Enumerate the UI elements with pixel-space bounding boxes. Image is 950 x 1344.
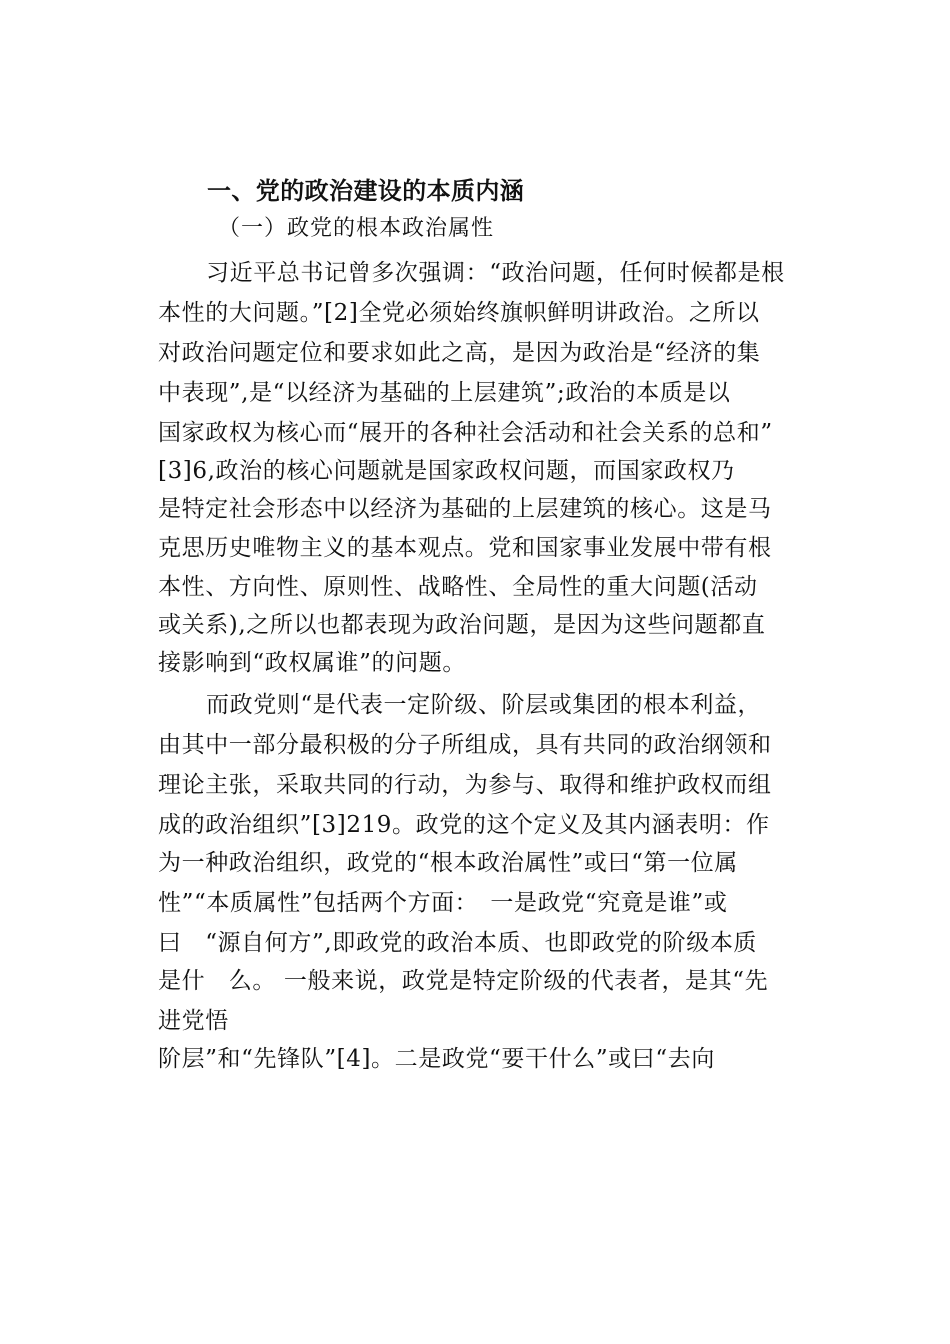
paragraph-line: 克思历史唯物主义的基本观点。党和国家事业发展中带有根 bbox=[158, 535, 772, 561]
paragraph-line: 是特定社会形态中以经济为基础的上层建筑的核心。这是马 bbox=[158, 496, 772, 522]
paragraph-line: 或关系),之所以也都表现为政治问题，是因为这些问题都直 bbox=[158, 612, 766, 638]
subsection-heading: （一）政党的根本政治属性 bbox=[218, 216, 495, 241]
paragraph-line: 理论主张，采取共同的行动，为参与、取得和维护政权而组 bbox=[158, 772, 772, 798]
paragraph-line: 而政党则“是代表一定阶级、阶层或集团的根本利益， bbox=[206, 692, 762, 718]
paragraph-line: 对政治问题定位和要求如此之高，是因为政治是“经济的集 bbox=[158, 340, 761, 366]
paragraph-line: 国家政权为核心而“展开的各种社会活动和社会关系的总和” bbox=[158, 420, 773, 446]
paragraph-line: 性”“本质属性”包括两个方面： 一是政党“究竟是谁”或 bbox=[158, 890, 728, 916]
section-heading: 一、党的政治建设的本质内涵 bbox=[207, 177, 525, 205]
paragraph-line: 接影响到“政权属谁”的问题。 bbox=[158, 650, 466, 676]
paragraph-line: 是什 么。 一般来说，政党是特定阶级的代表者，是其“先 bbox=[158, 968, 769, 994]
paragraph-line: 阶层”和“先锋队”[4]。二是政党“要干什么”或曰“去向 bbox=[158, 1046, 715, 1072]
paragraph-line: 为一种政治组织，政党的“根本政治属性”或曰“第一位属 bbox=[158, 850, 738, 876]
paragraph-line: 成的政治组织”[3]219。政党的这个定义及其内涵表明：作 bbox=[158, 812, 770, 838]
paragraph-line: 进党悟 bbox=[158, 1008, 229, 1034]
paragraph-line: 本性、方向性、原则性、战略性、全局性的重大问题(活动 bbox=[158, 574, 758, 600]
paragraph-line: 习近平总书记曾多次强调：“政治问题，任何时候都是根 bbox=[206, 260, 785, 286]
paragraph-line: [3]6,政治的核心问题就是国家政权问题，而国家政权乃 bbox=[158, 458, 735, 484]
paragraph-line: 曰 “源自何方”,即政党的政治本质、也即政党的阶级本质 bbox=[158, 930, 758, 956]
paragraph-line: 由其中一部分最积极的分子所组成，具有共同的政治纲领和 bbox=[158, 732, 772, 758]
paragraph-line: 中表现”,是“以经济为基础的上层建筑”;政治的本质是以 bbox=[158, 380, 731, 406]
paragraph-line: 本性的大问题。”[2]全党必须始终旗帜鲜明讲政治。之所以 bbox=[158, 300, 760, 326]
